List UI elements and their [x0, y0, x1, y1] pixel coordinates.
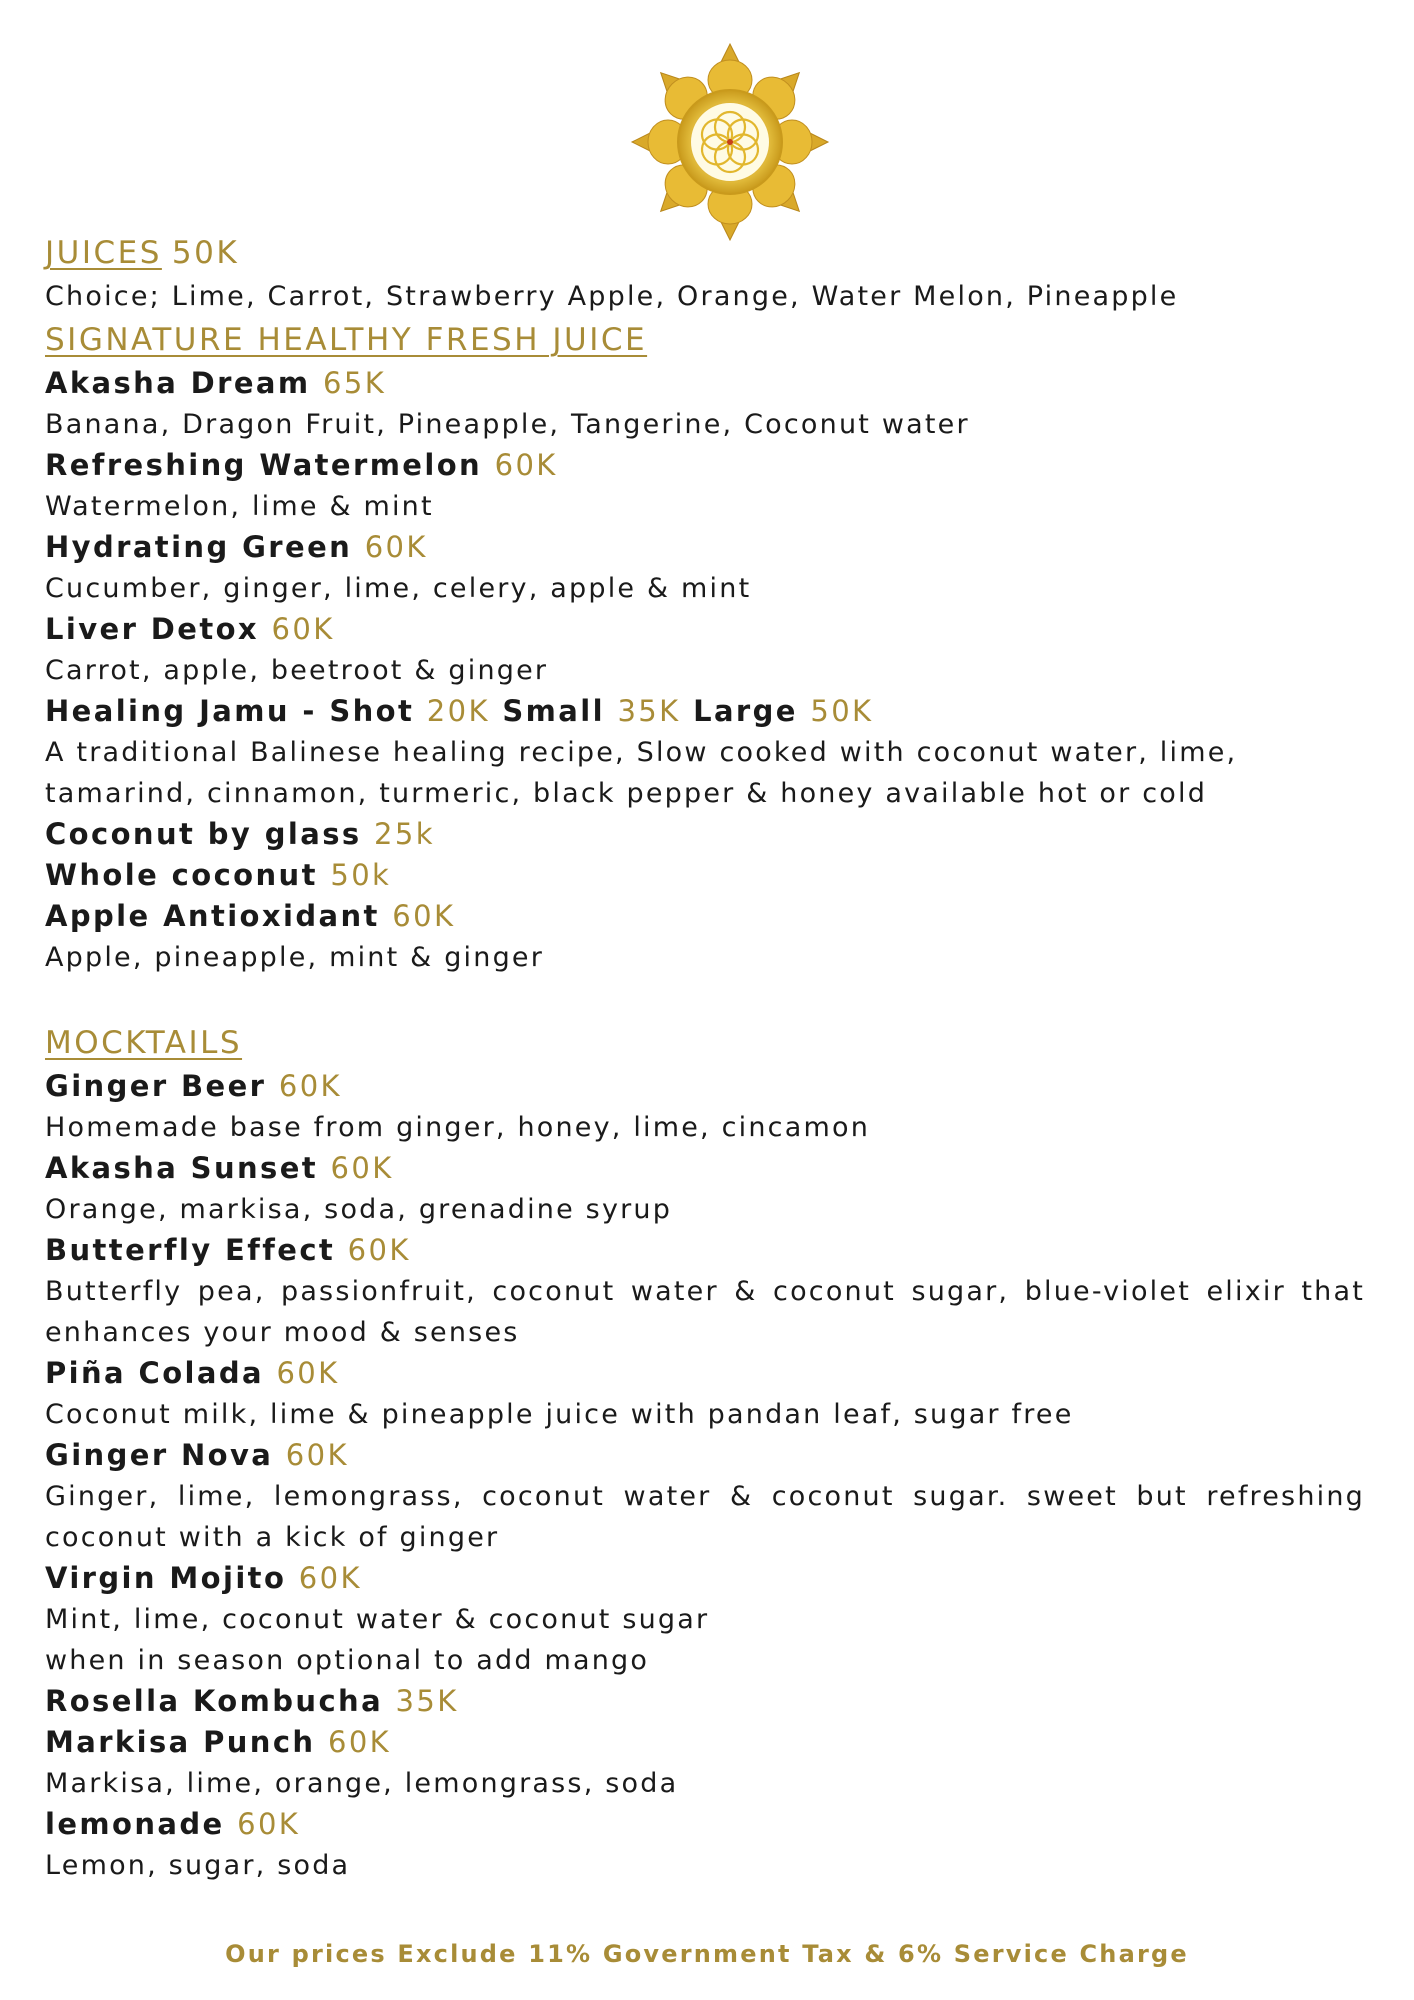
menu-item-price: 60K — [364, 530, 428, 564]
menu-item-name: Markisa Punch 60K — [45, 1725, 392, 1759]
menu-item-name: Refreshing Watermelon 60K — [45, 448, 558, 482]
menu-item-name: Virgin Mojito 60K — [45, 1561, 362, 1595]
tax-footer-note: Our prices Exclude 11% Government Tax & 6% Service Charge — [225, 1940, 1189, 1968]
menu-item-price: 60K — [298, 1561, 362, 1595]
menu-item-desc: Cucumber, ginger, lime, celery, apple & mint — [45, 573, 752, 604]
menu-content — [45, 230, 1365, 1886]
mocktails-heading — [45, 1020, 1365, 1066]
menu-item-name: Coconut by glass 25k — [45, 817, 435, 851]
menu-item-price: 60K — [278, 1069, 342, 1103]
menu-item-price: 20K — [426, 694, 490, 728]
menu-item-name: Butterfly Effect 60K — [45, 1233, 411, 1267]
menu-item-desc: Coconut milk, lime & pineapple juice with pandan leaf, sugar free — [45, 1399, 1074, 1430]
signature-heading — [45, 317, 1365, 363]
menu-item-name: Piña Colada 60K — [45, 1356, 340, 1390]
menu-item-name: Akasha Sunset 60K — [45, 1151, 394, 1185]
menu-item-name: Hydrating Green 60K — [45, 530, 428, 564]
menu-item-desc: Homemade base from ginger, honey, lime, cincamon — [45, 1112, 871, 1143]
menu-item-desc: Ginger, lime, lemongrass, coconut water & coconut sugar. sweet but refreshing coconut with a kick of ginger — [45, 1481, 1365, 1553]
section-spacer — [45, 978, 1365, 1020]
menu-item-desc: Watermelon, lime & mint — [45, 491, 434, 522]
juices-heading — [45, 230, 1365, 276]
juices-title: JUICES — [45, 235, 162, 271]
menu-item-price: 60K — [237, 1807, 301, 1841]
golden-mandala-icon — [630, 42, 830, 242]
menu-item-desc: when in season optional to add mango — [45, 1645, 650, 1676]
menu-item-price: 35K — [617, 694, 681, 728]
juices-price: 50K — [171, 235, 240, 271]
menu-item-desc: Banana, Dragon Fruit, Pineapple, Tangerine, Coconut water — [45, 409, 970, 440]
menu-item-desc: Carrot, apple, beetroot & ginger — [45, 655, 549, 686]
menu-item-price: 60K — [330, 1151, 394, 1185]
menu-item-price: 60K — [327, 1725, 392, 1759]
menu-item-name: Apple Antioxidant 60K — [45, 899, 456, 933]
menu-item-price: 25k — [374, 817, 435, 851]
menu-item-desc: Mint, lime, coconut water & coconut sugar — [45, 1604, 710, 1635]
menu-item-price: 60K — [494, 448, 558, 482]
menu-item-price: 35K — [395, 1684, 459, 1718]
menu-item-name: Akasha Dream 65K — [45, 366, 387, 400]
menu-item-desc: Markisa, lime, orange, lemongrass, soda — [45, 1768, 679, 1799]
menu-item-price: 50k — [330, 858, 392, 892]
menu-item-name: Whole coconut 50k — [45, 858, 392, 892]
menu-item-name: Ginger Beer 60K — [45, 1069, 342, 1103]
menu-item-desc: Apple, pineapple, mint & ginger — [45, 942, 545, 973]
menu-item-name: lemonade 60K — [45, 1807, 301, 1841]
mocktails-title: MOCKTAILS — [45, 1025, 243, 1061]
signature-title: SIGNATURE HEALTHY FRESH JUICE — [45, 322, 648, 358]
menu-item-desc: Lemon, sugar, soda — [45, 1850, 351, 1881]
menu-item-name: Liver Detox 60K — [45, 612, 335, 646]
menu-item-price: 60K — [271, 612, 335, 646]
menu-item-price: 60K — [347, 1233, 411, 1267]
menu-item-name: Ginger Nova 60K — [45, 1438, 349, 1472]
menu-item-desc: Butterfly pea, passionfruit, coconut water & coconut sugar, blue-violet elixir that enhances your mood & senses — [45, 1276, 1365, 1348]
menu-item-desc: A traditional Balinese healing recipe, Slow cooked with coconut water, lime, tamarind, cinnamon, turmeric, black pepper & honey available hot or cold — [45, 737, 1238, 809]
menu-item-price: 60K — [276, 1356, 340, 1390]
menu-item-name: Rosella Kombucha 35K — [45, 1684, 459, 1718]
menu-item-price: 65K — [323, 366, 387, 400]
menu-item-desc: Orange, markisa, soda, grenadine syrup — [45, 1194, 673, 1225]
menu-item-price: 60K — [392, 899, 456, 933]
menu-item-name: Healing Jamu - Shot 20K Small 35K Large 50K — [45, 694, 874, 728]
menu-item-price: 50K — [810, 694, 874, 728]
menu-item-price: 60K — [285, 1438, 349, 1472]
juices-choice: Choice; Lime, Carrot, Strawberry Apple, Orange, Water Melon, Pineapple — [45, 281, 1179, 312]
